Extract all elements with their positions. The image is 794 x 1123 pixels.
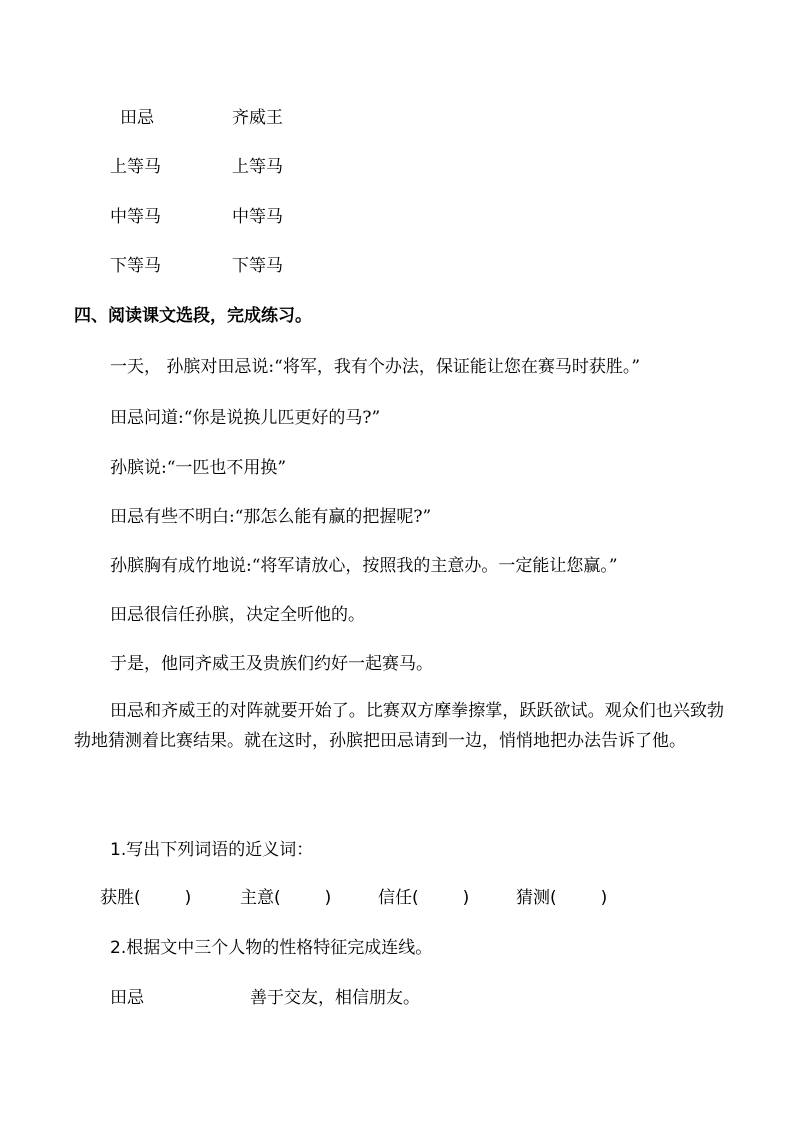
row-2-left: 中等马 [110,207,161,227]
question-2-prompt: 2.根据文中三个人物的性格特征完成连线。 [110,938,433,958]
passage-line-2: 田忌问道:“你是说换儿匹更好的马?” [110,408,381,428]
q1-close-4: ) [600,888,608,908]
q1-close-2: ) [324,888,332,908]
row-2-right: 中等马 [232,207,283,227]
q1-word-2-label: 主意( [240,888,281,908]
passage-line-5: 孙膑胸有成竹地说:“将军请放心，按照我的主意办。一定能让您赢。” [110,556,618,576]
passage-line-3: 孙膑说:“一匹也不用换” [110,458,287,478]
q2-left-character[interactable]: 田忌 [110,988,144,1008]
long-paragraph: 田忌和齐威王的对阵就要开始了。比赛双方摩拳擦掌，跃跃欲试。观众们也兴致勃勃地猜测着比赛结果。就在这时，孙膑把田忌请到一边，悄悄地把办法告诉了他。 [74,701,724,751]
q1-word-4-label: 猜测( [516,888,557,908]
q1-close-3: ) [462,888,470,908]
q1-word-3-label: 信任( [378,888,419,908]
section-heading: 四、阅读课文选段，完成练习。 [74,306,312,326]
row-1-left: 上等马 [110,157,161,177]
q1-word-3 [378,886,469,910]
passage-line-6: 田忌很信任孙膑，决定全听他的。 [110,605,365,625]
q1-word-2 [240,886,331,910]
header-qiweiwang: 齐威王 [232,108,283,128]
q1-word-1-label: 获胜( [100,888,141,908]
passage-line-1: 一天， 孙膑对田忌说:“将军，我有个办法，保证能让您在赛马时获胜。” [110,357,641,377]
question-1-prompt: 1.写出下列词语的近义词： [110,840,314,860]
passage-line-4: 田忌有些不明白:“那怎么能有赢的把握呢?” [110,507,432,527]
q1-close-1: ) [184,888,192,908]
q1-word-1 [100,886,191,910]
q2-right-trait[interactable]: 善于交友，相信朋友。 [250,988,420,1008]
row-3-left: 下等马 [110,256,161,276]
row-3-right: 下等马 [232,256,283,276]
row-1-right: 上等马 [232,157,283,177]
passage-line-7: 于是，他同齐威王及贵族们约好一起赛马。 [110,654,433,674]
header-tianji: 田忌 [120,108,154,128]
q1-word-4 [516,886,607,910]
